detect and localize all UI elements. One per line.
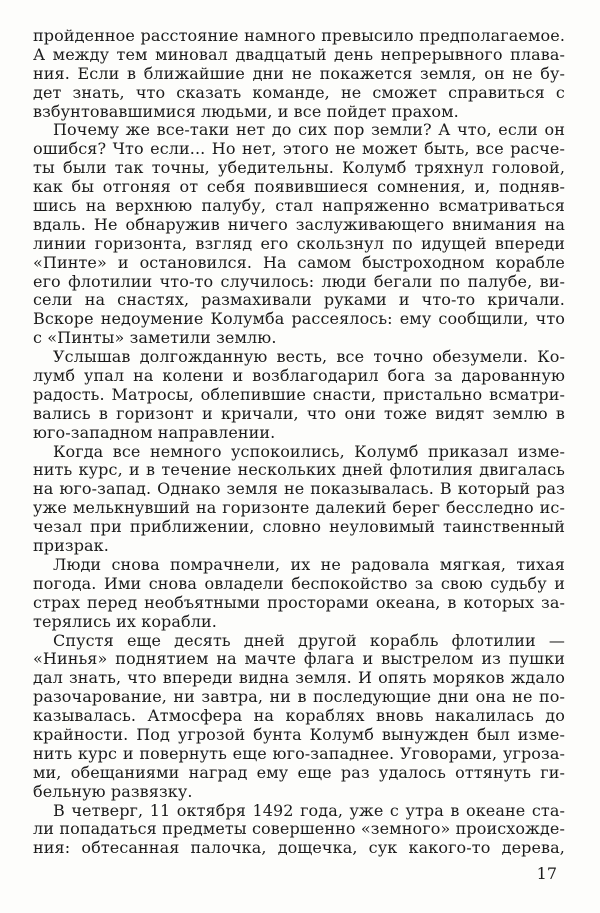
text-line: нить курс, и в течение нескольких дней флотилия двигалась xyxy=(33,460,565,480)
text-line: разочарование, ни завтра, ни в последующие дни она не по- xyxy=(33,687,565,707)
text-line: лумб упал на колени и возблагодарил бога за дарованную xyxy=(33,366,565,386)
text-line: линии горизонта, взгляд его скользнул по идущей впереди xyxy=(33,233,565,253)
text-line: радость. Матросы, облепившие снасти, пристально всматри- xyxy=(33,384,565,404)
text-line: ли попадаться предметы совершенно «земного» происхожде- xyxy=(33,819,565,839)
text-line: вались в горизонт и кричали, что они тоже видят землю в xyxy=(33,403,565,423)
text-line: уже мелькнувший на горизонте далекий берег бесследно ис- xyxy=(33,498,565,518)
text-line: Вскоре недоумение Колумба рассеялось: ему сообщили, что xyxy=(33,309,565,329)
text-line: ния: обтесанная палочка, дощечка, сук какого-то дерева, xyxy=(33,838,565,858)
text-line: бельную развязку. xyxy=(33,781,193,801)
text-line: Люди снова помрачнели, их не радовала мягкая, тихая xyxy=(53,554,565,574)
page-number: 17 xyxy=(536,864,557,883)
text-line: взбунтовавшимися людьми, и все пойдет прахом. xyxy=(33,101,459,121)
text-line: с «Пинты» заметили землю. xyxy=(33,328,277,348)
text-line: сели на снастях, размахивали руками и что-то кричали. xyxy=(33,290,565,310)
text-line: шись на верхнюю палубу, стал напряженно всматриваться xyxy=(33,196,565,216)
text-line: чезал при приближении, словно неуловимый таинственный xyxy=(33,517,565,537)
text-line: казывалась. Атмосфера на кораблях вновь накалилась до xyxy=(33,706,565,726)
text-line: Спустя еще десять дней другой корабль флотилии — xyxy=(53,630,565,650)
text-line: «Пинте» и остановился. На самом быстроходном корабле xyxy=(33,252,565,272)
text-line: вдаль. Не обнаружив ничего заслуживающего внимания на xyxy=(33,214,565,234)
text-line: Услышав долгожданную весть, все точно обезумели. Ко- xyxy=(53,347,565,367)
text-line: как бы отгоняя от себя появившиеся сомнения, и, подняв- xyxy=(33,177,565,197)
text-line: ошибся? Что если... Но нет, этого не может быть, все расче- xyxy=(33,139,565,159)
text-line: страх перед необъятными просторами океана, в которых за- xyxy=(33,592,565,612)
text-line: терялись их корабли. xyxy=(33,611,217,631)
text-line: призрак. xyxy=(33,536,109,556)
text-line: ния. Если в ближайшие дни не покажется земля, он не бу- xyxy=(33,63,565,83)
text-line: погода. Ими снова овладели беспокойство за свою судьбу и xyxy=(33,573,565,593)
text-line: пройденное расстояние намного превысило предполагаемое. xyxy=(33,26,565,45)
text-line: ми, обещаниями наград ему еще раз удалось оттянуть ги- xyxy=(33,762,565,782)
text-line: В четверг, 11 октября 1492 года, уже с утра в океане ста- xyxy=(53,800,565,820)
text-line: А между тем миновал двадцатый день непрерывного плава- xyxy=(33,44,565,64)
text-line: крайности. Под угрозой бунта Колумб вынужден был изме- xyxy=(33,724,565,744)
text-line: Почему же все-таки нет до сих пор земли? А что, если он xyxy=(53,120,565,140)
page-text xyxy=(33,27,565,858)
text-line: дал знать, что впереди видна земля. И опять моряков ждало xyxy=(33,668,565,688)
text-line: нить курс и повернуть еще юго-западнее. Уговорами, угроза- xyxy=(33,743,565,763)
text-line: юго-западном направлении. xyxy=(33,422,276,442)
text-line: его флотилии что-то случилось: люди бегали по палубе, ви- xyxy=(33,271,565,291)
text-line: дет знать, что сказать команде, не сможет справиться с xyxy=(33,82,565,102)
text-line: Когда все немного успокоились, Колумб приказал изме- xyxy=(53,441,565,461)
text-line: на юго-запад. Однако земля не показывалась. В который раз xyxy=(33,479,565,499)
text-line: «Нинья» поднятием на мачте флага и выстрелом из пушки xyxy=(33,649,565,669)
text-line: ты были так точны, убедительны. Колумб тряхнул головой, xyxy=(33,158,565,178)
